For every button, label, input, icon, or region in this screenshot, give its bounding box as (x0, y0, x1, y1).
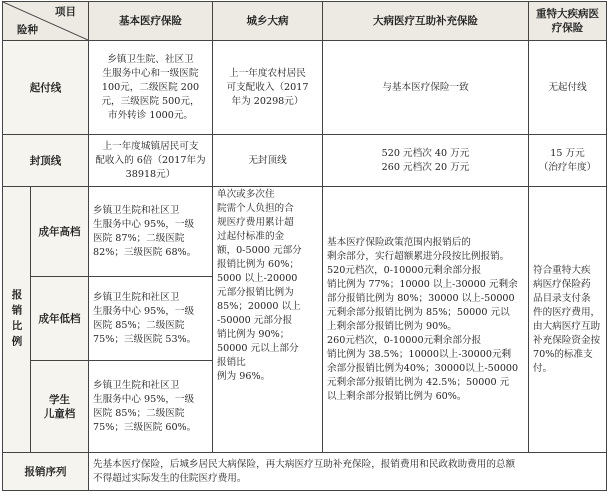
order-text: 先基本医疗保险，后城乡居民大病保险，再大病医疗互助补充保险，报销费用和民政救助费用的总额 不得超过实际发生的住院医疗费用。 (89, 453, 607, 491)
deductible-urban-rural: 上一年度农村居民 可支配收入（2017 年为 20298元） (213, 41, 323, 135)
ratio-group-label: 报销比例 (10, 288, 23, 351)
header-corner-top: 项目 (55, 6, 76, 18)
header-major: 重特大疾病医疗保险 (529, 2, 607, 41)
header-mutual: 大病医疗互助补充保险 (323, 2, 529, 41)
deductible-label: 起付线 (3, 41, 89, 135)
cap-row (3, 135, 607, 187)
header-corner-cell (3, 2, 89, 41)
tier-1-basic: 乡镇卫生院和社区卫 生服务中心 95%，一级 医院 87%；二级医院 82%；三级医院 68%。 (89, 187, 213, 277)
deductible-row (3, 41, 607, 135)
deductible-mutual: 与基本医疗保险一致 (323, 41, 529, 135)
deductible-major: 无起付线 (529, 41, 607, 135)
cap-label: 封顶线 (3, 135, 89, 187)
ratio-major: 符合重特大疾 病医疗保险药 品目录支付条 件的医疗费用， 由大病医疗互助 补充保险资金按 70%的标准支付。 (529, 187, 607, 453)
tier-2-label: 成年低档 (31, 277, 89, 361)
ratio-mutual: 基本医疗保险政策范围内报销后的 剩余部分，实行超额累进分段按比例报销。 520元档次，0-10000元剩余部分报 销比例为 77%；10000 以上-30000 元剩余 部分报销比例为 80%；30000 以上-50000 元剩余部分报销比例为 85%；50000 元以 上剩余部分报销比例为 90%。 260元档次，0-10000元剩余部分报 销比例为 38.5%；10000以上-30000元剩 余部分报销比例为40%；30000以上-50000 元剩余部分报销比例为 42.5%；50000 元 以上剩余部分报销比例为 60%。 (323, 187, 529, 453)
cap-urban-rural: 无封顶线 (213, 135, 323, 187)
cap-basic: 上一年度城镇居民可支 配收入的 6倍（2017年为 38918元） (89, 135, 213, 187)
header-urban-rural: 城乡大病 (213, 2, 323, 41)
ratio-row-tier-1 (3, 187, 607, 277)
order-row (3, 453, 607, 491)
header-basic: 基本医疗保险 (89, 2, 213, 41)
ratio-urban-rural: 单次或多次住 院需个人负担的合 规医疗费用累计超 过起付标准的金 额，0-5000 元部分 报销比例为 60%； 5000 以上-20000 元部分报销比例为 85%；20000 以上 -50000 元部分报 销比例为 90%； 50000 元以上部分 报销比 例为 96%。 (213, 187, 323, 453)
tier-3-basic: 乡镇卫生院和社区卫 生服务中心 95%，一级 医院 85%；二级医院 75%；三级医院 60%。 (89, 361, 213, 453)
header-corner-bottom: 险种 (17, 24, 38, 36)
header-row (3, 2, 607, 41)
cap-mutual: 520 元档次 40 万元 260 元档次 20 万元 (323, 135, 529, 187)
cap-major: 15 万元 （治疗年度） (529, 135, 607, 187)
insurance-comparison-table (2, 1, 607, 491)
ratio-group-label-cell (3, 187, 31, 453)
tier-2-basic: 乡镇卫生院和社区卫 生服务中心 95%，一级 医院 85%；二级医院 75%；三级医院 53%。 (89, 277, 213, 361)
tier-3-label: 学生 儿童档 (31, 361, 89, 453)
tier-1-label: 成年高档 (31, 187, 89, 277)
deductible-basic: 乡镇卫生院、社区卫 生服务中心和一级医院 100元，二级医院 200 元，三级医院 500元， 市外转诊 1000元。 (89, 41, 213, 135)
order-label: 报销序列 (3, 453, 89, 491)
